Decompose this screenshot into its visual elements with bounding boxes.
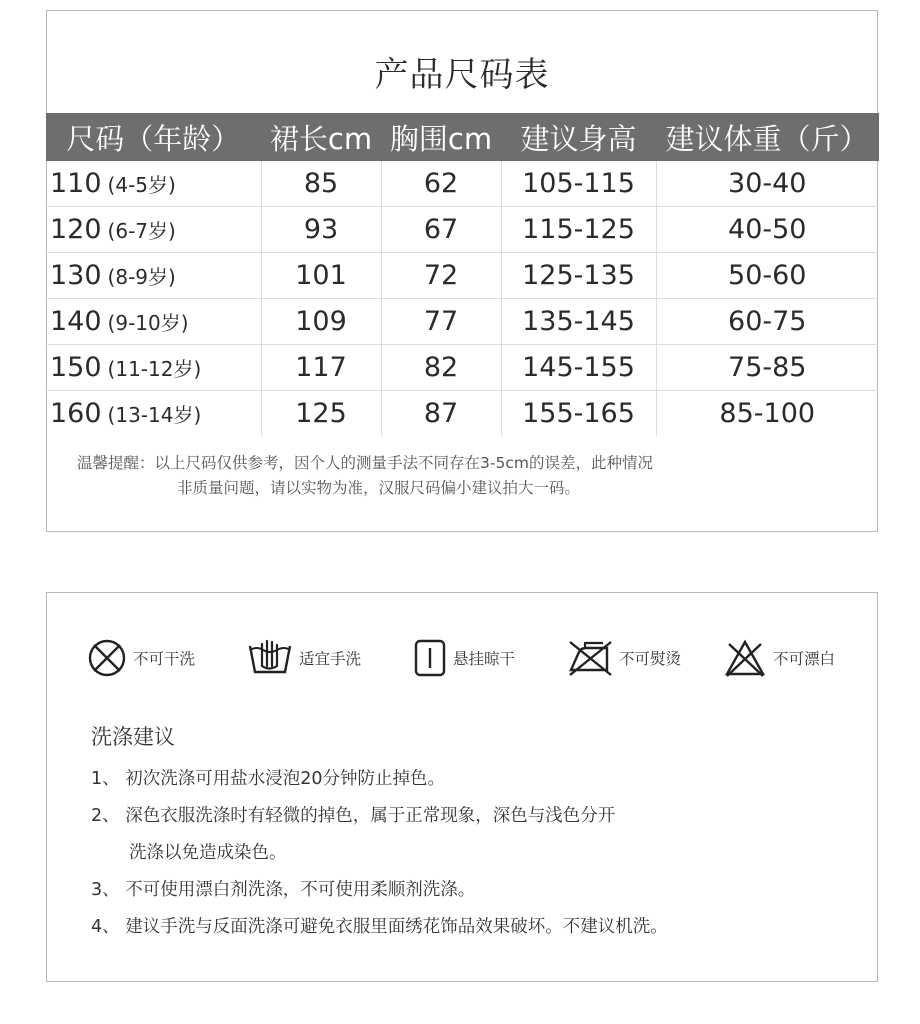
care-label: 不可漂白 (773, 650, 836, 668)
no-bleach-icon (723, 638, 767, 678)
table-row (46, 207, 878, 253)
table-row (46, 253, 878, 299)
length-cell: 117 (261, 345, 381, 391)
size-cell (46, 253, 261, 299)
list-item (91, 761, 861, 798)
size-value: 140 (50, 306, 102, 337)
hang-dry-icon (413, 638, 447, 678)
size-cell (46, 161, 261, 207)
size-value: 110 (50, 168, 102, 199)
chest-cell: 87 (381, 391, 501, 437)
size-cell (46, 299, 261, 345)
length-cell: 93 (261, 207, 381, 253)
age-range: (4-5岁) (107, 173, 176, 197)
tip-line-2: 非质量问题，请以实物为准，汉服尺码偏小建议拍大一码。 (177, 479, 581, 497)
header-weight: 建议体重（斤） (656, 113, 878, 161)
weight-cell: 30-40 (656, 161, 878, 207)
wash-advice-list (91, 761, 861, 946)
list-item (91, 798, 861, 872)
table-row (46, 345, 878, 391)
chest-cell: 67 (381, 207, 501, 253)
size-value: 130 (50, 260, 102, 291)
no-dry-clean-icon (87, 638, 127, 678)
tip-line-1: 温馨提醒：以上尺码仅供参考，因个人的测量手法不同存在3-5cm的误差，此种情况 (77, 454, 653, 472)
size-cell (46, 391, 261, 437)
weight-cell: 40-50 (656, 207, 878, 253)
wash-item-text: 1、 初次洗涤可用盐水浸泡20分钟防止掉色。 (91, 769, 445, 789)
chest-cell: 82 (381, 345, 501, 391)
table-row (46, 299, 878, 345)
list-item (91, 909, 861, 946)
weight-cell: 85-100 (719, 398, 816, 429)
age-range: (8-9岁) (107, 265, 176, 289)
care-panel (46, 592, 878, 982)
height-cell: 105-115 (501, 161, 656, 207)
size-table-header (46, 113, 878, 161)
care-label: 不可干洗 (133, 650, 196, 668)
age-range: (9-10岁) (107, 311, 189, 335)
weight-cell: 60-75 (656, 299, 878, 345)
length-cell: 109 (261, 299, 381, 345)
care-item-no-dry-clean (87, 633, 195, 683)
no-iron-icon (567, 638, 613, 678)
age-range: (6-7岁) (107, 219, 176, 243)
chest-cell: 72 (381, 253, 501, 299)
table-row (46, 161, 878, 207)
wash-item-continuation: 洗涤以免造成染色。 (129, 843, 287, 863)
care-item-hang-dry (413, 633, 515, 683)
length-cell: 101 (261, 253, 381, 299)
wash-item-text: 4、 建议手洗与反面洗涤可避免衣服里面绣花饰品效果破坏。不建议机洗。 (91, 917, 668, 937)
chest-cell: 62 (381, 161, 501, 207)
care-icon-row (87, 633, 867, 683)
height-cell: 145-155 (501, 345, 656, 391)
wash-item-text: 2、 深色衣服洗涤时有轻微的掉色，属于正常现象，深色与浅色分开 (91, 806, 616, 826)
age-range: (11-12岁) (107, 357, 202, 381)
age-range: (13-14岁) (107, 403, 202, 427)
height-cell: 125-135 (501, 253, 656, 299)
height-cell: 155-165 (501, 391, 656, 437)
table-row (46, 391, 878, 437)
wash-advice-title: 洗涤建议 (91, 725, 175, 749)
length-cell: 85 (261, 161, 381, 207)
weight-cell: 75-85 (656, 345, 878, 391)
care-label: 不可熨烫 (619, 650, 682, 668)
weight-cell: 50-60 (656, 253, 878, 299)
care-item-no-iron (567, 633, 681, 683)
length-cell: 125 (261, 391, 381, 437)
size-cell (46, 207, 261, 253)
size-tip (77, 451, 867, 501)
care-label: 适宜手洗 (299, 650, 362, 668)
header-size: 尺码（年龄） (46, 113, 261, 161)
wash-item-text: 3、 不可使用漂白剂洗涤，不可使用柔顺剂洗涤。 (91, 880, 476, 900)
hand-wash-icon (247, 638, 293, 678)
size-value: 160 (50, 398, 102, 429)
size-chart-title: 产品尺码表 (374, 55, 550, 95)
height-cell: 135-145 (501, 299, 656, 345)
header-length: 裙长cm (261, 113, 381, 161)
list-item (91, 872, 861, 909)
size-chart-panel (46, 10, 878, 532)
size-value: 150 (50, 352, 102, 383)
header-chest: 胸围cm (381, 113, 501, 161)
care-label: 悬挂晾干 (453, 650, 516, 668)
size-cell (46, 345, 261, 391)
size-value: 120 (50, 214, 102, 245)
size-table (46, 113, 879, 436)
care-item-hand-wash (247, 633, 361, 683)
header-height: 建议身高 (501, 113, 656, 161)
height-cell: 115-125 (501, 207, 656, 253)
chest-cell: 77 (381, 299, 501, 345)
care-item-no-bleach (723, 633, 835, 683)
